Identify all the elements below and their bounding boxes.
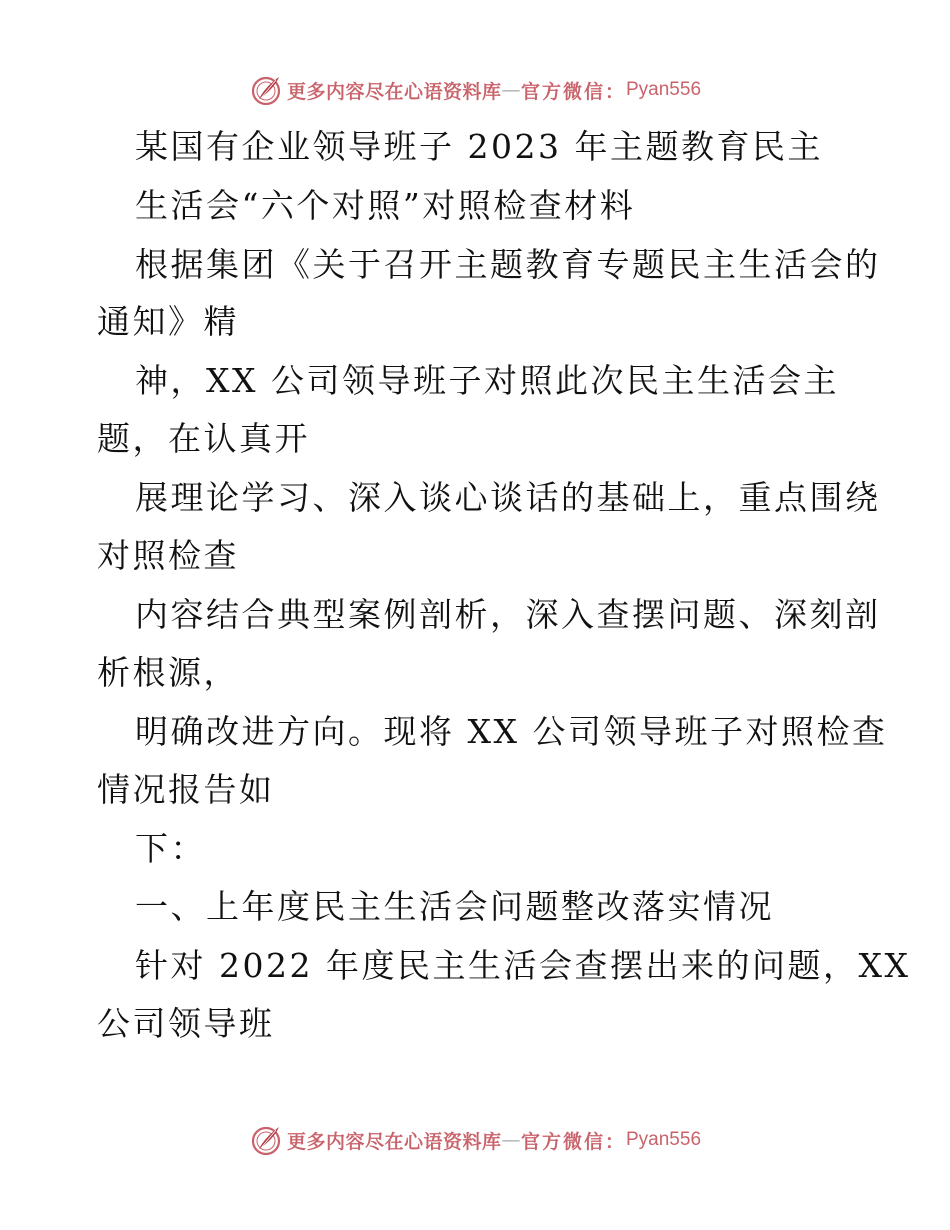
watermark-separator: — bbox=[501, 79, 521, 101]
document-title-line-2: 生活会“六个对照”对照检查材料 bbox=[135, 186, 636, 225]
paragraph-line: 下： bbox=[135, 829, 206, 868]
document-title-line-1: 某国有企业领导班子 2023 年主题教育民主 bbox=[135, 127, 823, 166]
paragraph-line: 情况报告如 bbox=[97, 770, 275, 809]
paragraph-line: 对照检查 bbox=[97, 536, 239, 575]
paragraph-line: 通知》精 bbox=[97, 302, 239, 341]
footer-watermark bbox=[0, 1120, 950, 1160]
watermark-separator: — bbox=[501, 1129, 521, 1151]
watermark-wechat-label: 官方微信： bbox=[520, 80, 626, 103]
watermark-wechat-label: 官方微信： bbox=[520, 1130, 626, 1153]
header-watermark bbox=[0, 70, 950, 110]
paragraph-line: 公司领导班 bbox=[97, 1004, 275, 1043]
paragraph-line: 针对 2022 年度民主生活会查摆出来的问题，XX bbox=[135, 946, 911, 985]
watermark-site-text: 更多内容尽在心语资料库 bbox=[286, 1130, 502, 1153]
watermark-wechat-id: Pyan556 bbox=[626, 79, 702, 100]
paragraph-line: 展理论学习、深入谈心谈话的基础上，重点围绕 bbox=[135, 478, 881, 517]
watermark-wechat-id: Pyan556 bbox=[626, 1129, 702, 1150]
paragraph-line: 明确改进方向。现将 XX 公司领导班子对照检查 bbox=[135, 712, 888, 751]
paragraph-line: 析根源， bbox=[97, 653, 239, 692]
feather-pen-seal-icon bbox=[249, 1123, 283, 1157]
paragraph-line: 神，XX 公司领导班子对照此次民主生活会主 bbox=[135, 361, 839, 400]
paragraph-line: 题，在认真开 bbox=[97, 419, 310, 458]
paragraph-line: 根据集团《关于召开主题教育专题民主生活会的 bbox=[135, 245, 881, 284]
feather-pen-seal-icon bbox=[249, 73, 283, 107]
paragraph-line: 内容结合典型案例剖析，深入查摆问题、深刻剖 bbox=[135, 595, 881, 634]
section-heading: 一、上年度民主生活会问题整改落实情况 bbox=[135, 887, 774, 926]
watermark-site-text: 更多内容尽在心语资料库 bbox=[286, 80, 502, 103]
